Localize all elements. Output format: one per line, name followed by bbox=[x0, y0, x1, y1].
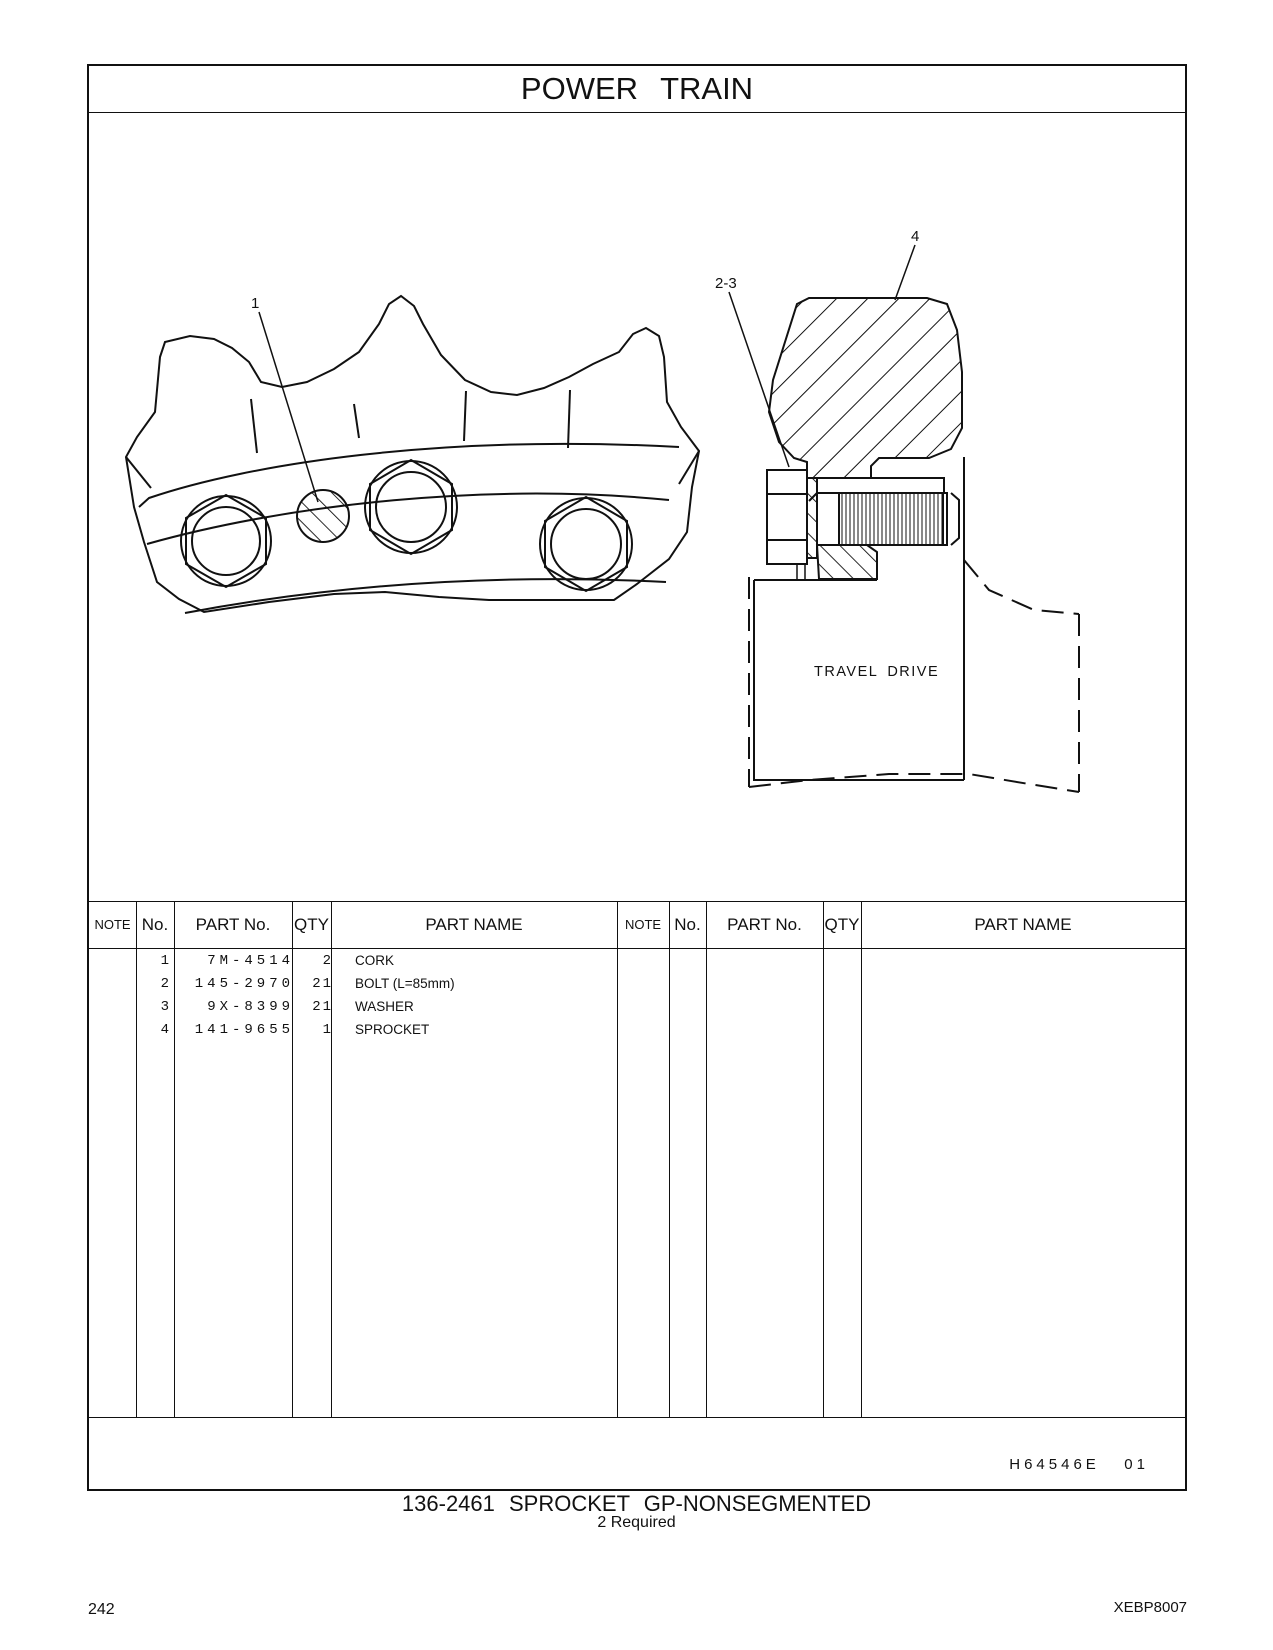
section-title: POWER TRAIN bbox=[89, 66, 1185, 113]
sprocket-segment bbox=[126, 296, 699, 613]
row-qty: 21 bbox=[312, 999, 333, 1015]
col-note-header-2: NOTE bbox=[624, 917, 662, 932]
row-no: 1 bbox=[160, 953, 169, 969]
row-no: 3 bbox=[160, 999, 169, 1015]
row-part-name: WASHER bbox=[355, 999, 414, 1014]
travel-drive-label: TRAVEL DRIVE bbox=[814, 664, 940, 680]
table-row bbox=[89, 999, 1185, 1022]
row-qty: 21 bbox=[312, 976, 333, 992]
row-qty: 1 bbox=[322, 1022, 333, 1038]
row-qty: 2 bbox=[322, 953, 333, 969]
parts-frame bbox=[87, 64, 1187, 1491]
section-view bbox=[729, 245, 1079, 792]
parts-illustration bbox=[89, 112, 1185, 901]
row-part-no: 7M-4514 bbox=[207, 953, 294, 969]
callout-1: 1 bbox=[251, 295, 260, 312]
row-part-no: 141-9655 bbox=[194, 1022, 294, 1038]
col-no-header-2: No. bbox=[674, 915, 701, 934]
row-part-name: BOLT (L=85mm) bbox=[355, 976, 455, 991]
group-caption: 136-2461 SPROCKET GP-NONSEGMENTED bbox=[401, 1491, 872, 1516]
col-part-no-header-2: PART No. bbox=[727, 915, 802, 934]
table-row bbox=[89, 976, 1185, 999]
col-no-header: No. bbox=[141, 915, 169, 934]
table-row bbox=[89, 953, 1185, 976]
parts-table bbox=[89, 901, 1185, 1418]
row-part-no: 145-2970 bbox=[194, 976, 294, 992]
row-part-name: CORK bbox=[355, 953, 395, 968]
illustration-code: H64546E 01 bbox=[1009, 1456, 1149, 1473]
col-part-name-header-2: PART NAME bbox=[974, 915, 1072, 934]
callout-2-3: 2-3 bbox=[715, 275, 737, 292]
col-note-header: NOTE bbox=[94, 917, 131, 932]
row-no: 2 bbox=[160, 976, 169, 992]
col-qty-header: QTY bbox=[294, 915, 329, 934]
col-part-no-header: PART No. bbox=[195, 915, 271, 934]
header-divider bbox=[89, 948, 1185, 949]
col-qty-header-2: QTY bbox=[824, 915, 860, 934]
required-quantity: 2 Required bbox=[597, 1514, 676, 1531]
page-number: 242 bbox=[88, 1601, 115, 1618]
row-part-no: 9X-8399 bbox=[207, 999, 294, 1015]
col-part-name-header: PART NAME bbox=[425, 915, 523, 934]
callout-4: 4 bbox=[911, 228, 920, 245]
row-no: 4 bbox=[160, 1022, 169, 1038]
row-part-name: SPROCKET bbox=[355, 1022, 430, 1037]
exploded-view-drawing bbox=[89, 112, 1185, 901]
table-row bbox=[89, 1022, 1185, 1045]
document-id: XEBP8007 bbox=[1113, 1599, 1187, 1616]
